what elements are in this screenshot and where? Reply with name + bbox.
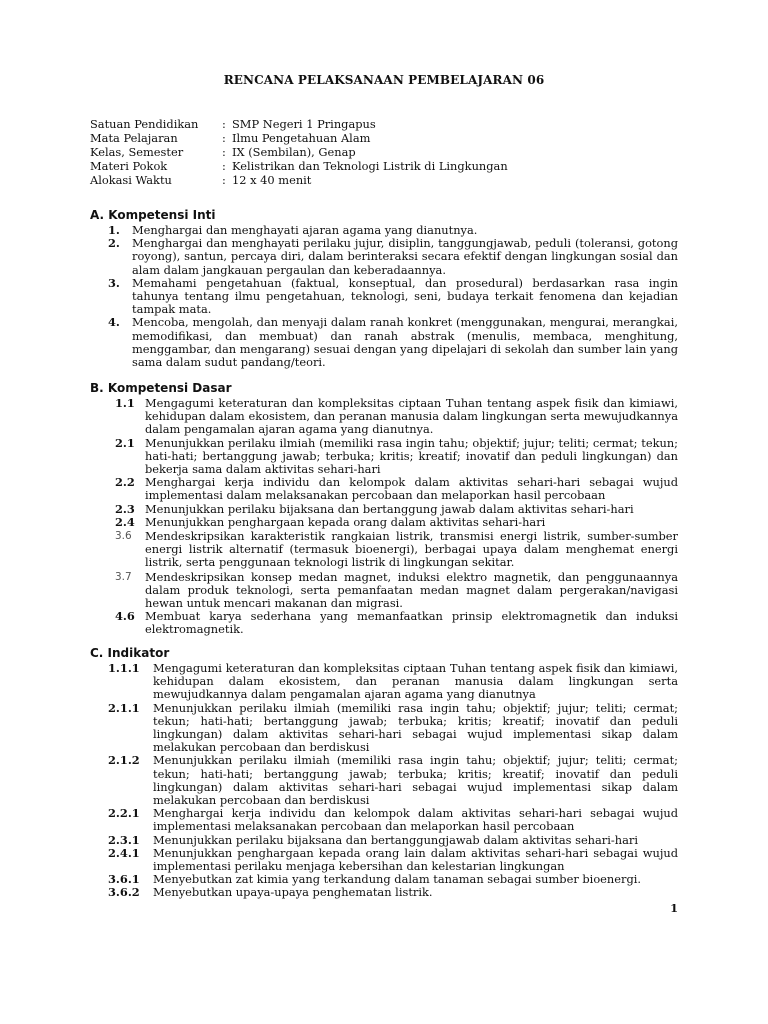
item-number: 2.1.2 <box>108 753 140 768</box>
page-number: 1 <box>670 901 678 915</box>
identity-row <box>90 159 508 173</box>
indikator-list <box>108 662 678 900</box>
identity-value: Kelistrikan dan Teknologi Listrik di Lingkungan <box>232 159 508 173</box>
identity-value: 12 x 40 menit <box>232 173 312 187</box>
item-text: Menghargai dan menghayati ajaran agama yang dianutnya. <box>132 223 478 237</box>
identity-label: Mata Pelajaran <box>90 131 178 145</box>
item-number: 1.1.1 <box>108 661 140 675</box>
list-item <box>108 662 678 702</box>
identity-label: Satuan Pendidikan <box>90 117 199 131</box>
list-item <box>108 277 678 317</box>
identity-label: Kelas, Semester <box>90 145 184 159</box>
item-number: 3.7 <box>115 570 132 583</box>
list-item <box>115 503 678 516</box>
section-heading-indikator: C. Indikator <box>90 646 170 660</box>
item-text: Menghargai kerja individu dan kelompok dalam aktivitas sehari-hari sebagai wujud implementasi melaksanakan percobaan dan melaporkan hasil percobaan <box>153 806 678 834</box>
item-number: 2.1 <box>115 435 135 450</box>
item-text: Menghargai dan menghayati perilaku jujur, disiplin, tanggungjawab, peduli (toleransi, gotong royong), santun, percaya diri, dalam berinteraksi secara efektif dengan lingkungan sosial dan alam dalam jangkauan pergaulan dan keberadaannya. <box>132 236 678 277</box>
item-text: Menunjukkan penghargaan kepada orang dalam aktivitas sehari-hari <box>145 514 546 529</box>
list-item <box>108 886 678 899</box>
list-item <box>115 476 678 502</box>
list-item <box>108 316 678 369</box>
item-number: 2.3 <box>115 501 135 516</box>
identity-row <box>90 145 508 159</box>
item-number: 4.6 <box>115 609 135 624</box>
item-text: Menunjukkan penghargaan kepada orang lain dalam aktivitas sehari-hari sebagai wujud implementasi perilaku menjaga kebersihan dan kelestarian lingkungan <box>153 845 678 874</box>
item-text: Menghargai kerja individu dan kelompok dalam aktivitas sehari-hari sebagai wujud implementasi dalam melaksanakan percobaan dan melaporkan hasil percobaan <box>145 475 678 503</box>
list-item <box>115 530 678 570</box>
kompetensi-inti-list <box>108 224 678 369</box>
item-text: Menunjukkan perilaku ilmiah (memiliki rasa ingin tahu; objektif; jujur; teliti; cermat; tekun; hati-hati; bertanggung jawab; terbuka; kritis; kreatif; inovatif dan peduli lingkungan) dan bekerja sama dalam aktivitas sehari-hari <box>145 435 678 477</box>
identity-label: Materi Pokok <box>90 159 168 173</box>
item-text: Mengagumi keteraturan dan kompleksitas ciptaan Tuhan tentang aspek fisik dan kimiawi, kehidupan dalam ekosistem, dan peranan manusia dalam lingkungan serta mewujudkannya dalam pengamalan ajaran agama yang dianutnya. <box>145 396 678 437</box>
item-number: 2.2.1 <box>108 806 140 821</box>
item-number: 2. <box>108 236 120 251</box>
item-text: Mendeskripsikan karakteristik rangkaian listrik, transmisi energi listrik, sumber-sumber energi listrik alternatif (termasuk bioenergi), berbagai upaya dalam menghemat energi listrik, serta penggunaan teknologi listrik di lingkungan sekitar. <box>145 529 678 570</box>
item-number: 3.6 <box>115 530 132 543</box>
item-number: 2.4 <box>115 514 135 529</box>
kompetensi-dasar-list <box>115 397 678 637</box>
item-number: 2.1.1 <box>108 700 140 715</box>
identity-separator: : <box>222 131 226 145</box>
identity-separator: : <box>222 173 226 187</box>
item-text: Menunjukkan perilaku bijaksana dan bertanggungjawab dalam aktivitas sehari-hari <box>153 832 638 847</box>
identity-value: SMP Negeri 1 Pringapus <box>232 117 376 131</box>
identity-row <box>90 173 508 187</box>
identity-row <box>90 131 508 145</box>
list-item <box>108 237 678 277</box>
identity-label: Alokasi Waktu <box>90 173 172 187</box>
list-item <box>115 571 678 611</box>
item-text: Mendeskripsikan konsep medan magnet, induksi elektro magnetik, dan penggunaannya dalam produk teknologi, serta pemanfaatan medan magnet dalam pergerakan/navigasi hewan untuk mencari makanan dan migrasi. <box>145 569 678 611</box>
list-item <box>115 437 678 477</box>
list-item <box>108 702 678 755</box>
item-text: Mengagumi keteraturan dan kompleksitas ciptaan Tuhan tentang aspek fisik dan kimiawi, kehidupan dalam ekosistem, dan peranan manusia dalam lingkungan serta mewujudkannya dalam pengamalan ajaran agama yang dianutnya <box>153 661 678 702</box>
list-item <box>108 834 678 847</box>
list-item <box>108 754 678 807</box>
identity-block <box>90 117 508 187</box>
identity-separator: : <box>222 117 226 131</box>
item-number: 1.1 <box>115 396 135 410</box>
section-heading-kompetensi-inti: A. Kompetensi Inti <box>90 208 216 222</box>
item-text: Menunjukkan perilaku ilmiah (memiliki rasa ingin tahu; objektif; jujur; teliti; cermat; tekun; hati-hati; bertanggung jawab; terbuka; kritis; kreatif; inovatif dan peduli lingkungan) dalam aktivitas sehari-hari sebagai wujud implementasi sikap dalam melakukan percobaan dan berdiskusi <box>153 753 678 808</box>
section-heading-kompetensi-dasar: B. Kompetensi Dasar <box>90 381 232 395</box>
item-text: Menunjukkan perilaku ilmiah (memiliki rasa ingin tahu; objektif; jujur; teliti; cermat; tekun; hati-hati; bertanggung jawab; terbuka; kritis; kreatif; inovatif dan peduli lingkungan) dalam aktivitas sehari-hari sebagai wujud implementasi sikap dalam melakukan percobaan dan berdiskusi <box>153 700 678 755</box>
identity-separator: : <box>222 159 226 173</box>
list-item <box>115 516 678 529</box>
identity-value: IX (Sembilan), Genap <box>232 145 356 159</box>
identity-row <box>90 117 508 131</box>
list-item <box>108 847 678 873</box>
item-text: Menyebutkan zat kimia yang terkandung dalam tanaman sebagai sumber bioenergi. <box>153 872 641 887</box>
item-number: 3.6.1 <box>108 872 140 887</box>
identity-separator: : <box>222 145 226 159</box>
item-number: 3.6.2 <box>108 885 140 900</box>
item-number: 4. <box>108 315 120 330</box>
item-number: 2.3.1 <box>108 832 140 847</box>
item-number: 1. <box>108 223 120 237</box>
list-item <box>115 610 678 636</box>
item-number: 2.2 <box>115 475 135 490</box>
item-text: Membuat karya sederhana yang memanfaatkan prinsip elektromagnetik dan induksi elektromagnetik. <box>145 609 678 637</box>
list-item <box>115 397 678 437</box>
item-number: 3. <box>108 275 120 290</box>
item-text: Menyebutkan upaya-upaya penghematan listrik. <box>153 885 433 900</box>
item-text: Memahami pengetahuan (faktual, konseptual, dan prosedural) berdasarkan rasa ingin tahunya tentang ilmu pengetahuan, teknologi, seni, budaya terkait fenomena dan kejadian tampak mata. <box>132 275 678 317</box>
identity-value: Ilmu Pengetahuan Alam <box>232 131 371 145</box>
item-text: Menunjukkan perilaku bijaksana dan bertanggung jawab dalam aktivitas sehari-hari <box>145 501 634 516</box>
item-number: 2.4.1 <box>108 845 140 860</box>
item-text: Mencoba, mengolah, dan menyaji dalam ranah konkret (menggunakan, mengurai, merangkai, memodifikasi, dan membuat) dan ranah abstrak (menulis, membaca, menghitung, menggambar, dan mengarang) sesuai dengan yang dipelajari di sekolah dan sumber lain yang sama dalam sudut pandang/teori. <box>132 315 678 370</box>
document-title: RENCANA PELAKSANAAN PEMBELAJARAN 06 <box>223 73 545 87</box>
list-item <box>108 807 678 833</box>
